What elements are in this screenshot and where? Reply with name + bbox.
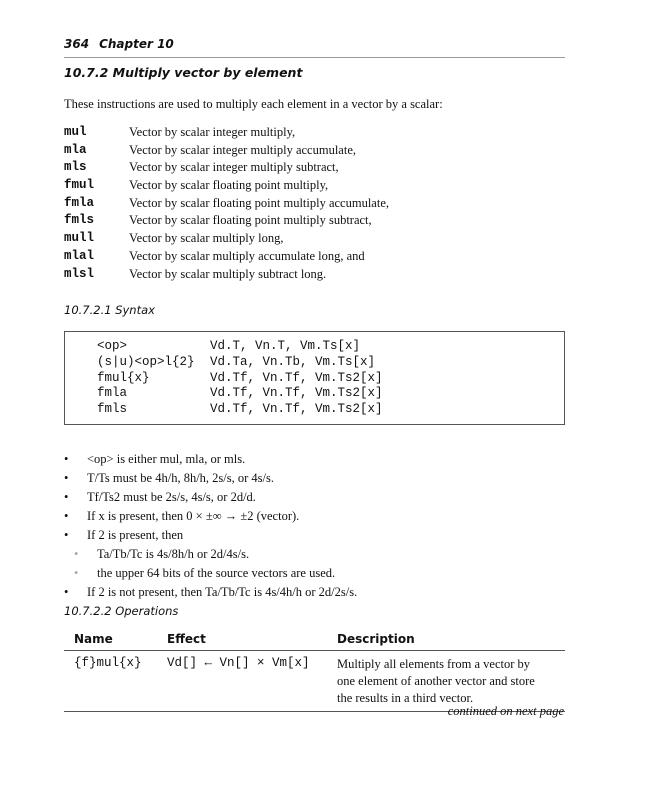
bullet-list: [64, 452, 357, 604]
bullet-icon: •: [64, 490, 69, 504]
syntax-line: [97, 402, 383, 418]
syntax-line: [97, 339, 383, 355]
syntax-title: 10.7.2.1 Syntax: [64, 303, 155, 317]
instruction-item: [64, 196, 389, 214]
section-title: 10.7.2 Multiply vector by element: [64, 65, 303, 80]
bullet-icon: •: [64, 528, 69, 542]
header-rule: [64, 57, 565, 58]
syntax-form: fmls: [97, 402, 128, 417]
syntax-form: fmul{x}: [97, 370, 150, 385]
table-row: [64, 651, 565, 712]
syntax-operands: Vd.T, Vn.T, Vm.Ts[x]: [210, 339, 361, 353]
instruction-mnemonic: mla: [64, 142, 87, 157]
operations-title: 10.7.2.2 Operations: [64, 604, 179, 618]
bullet-text: Ta/Tb/Tc is 4s/8h/h or 2d/4s/s.: [97, 547, 250, 561]
bullet-item: [64, 490, 357, 509]
bullet-text: If x is present, then 0 × ±∞ → ±2 (vector).: [87, 509, 300, 523]
instruction-item: [64, 249, 389, 267]
operations-table: [64, 632, 565, 712]
chapter-label: Chapter 10: [99, 37, 174, 51]
header-effect: Effect: [167, 632, 206, 646]
page-number: 364: [64, 37, 90, 51]
instruction-description: Vector by scalar floating point multiply,: [129, 178, 329, 193]
syntax-code: [97, 339, 383, 418]
bullet-item: [64, 528, 357, 547]
syntax-box: [64, 331, 565, 425]
instruction-item: [64, 143, 389, 161]
continued-note: continued on next page: [447, 704, 564, 718]
syntax-operands: Vd.Ta, Vn.Tb, Vm.Ts[x]: [210, 354, 376, 369]
syntax-form: <op>: [97, 339, 128, 353]
cell-description: Multiply all elements from a vector by one element of another vector and store the results in a third vector.: [337, 657, 535, 705]
syntax-operands: Vd.Tf, Vn.Tf, Vm.Ts2[x]: [210, 386, 383, 401]
table-header: [64, 632, 565, 651]
instruction-mnemonic: mlal: [64, 248, 95, 263]
instruction-mnemonic: mlsl: [64, 266, 95, 281]
bullet-item: [64, 585, 357, 604]
bullet-icon: •: [64, 452, 69, 466]
bullet-icon: •: [64, 471, 69, 485]
instruction-description: Vector by scalar integer multiply subtract,: [129, 160, 339, 175]
cell-name: {f}mul{x}: [74, 656, 142, 670]
bullet-icon: •: [74, 547, 79, 561]
bullet-icon: •: [64, 585, 69, 599]
instruction-mnemonic: fmul: [64, 178, 95, 193]
bullet-text: T/Ts must be 4h/h, 8h/h, 2s/s, or 4s/s.: [87, 471, 274, 485]
syntax-form: (s|u)<op>l{2}: [97, 354, 195, 369]
bullet-text: the upper 64 bits of the source vectors are used.: [97, 566, 336, 580]
bullet-text: Tf/Ts2 must be 2s/s, 4s/s, or 2d/d.: [87, 490, 256, 504]
instruction-mnemonic: fmls: [64, 213, 95, 228]
bullet-item: [64, 471, 357, 490]
header-name: Name: [74, 632, 113, 646]
instruction-list: [64, 125, 389, 284]
bullet-item: [64, 452, 357, 471]
bullet-item: [64, 509, 357, 528]
bullet-icon: •: [64, 509, 69, 523]
instruction-mnemonic: mul: [64, 125, 87, 139]
instruction-item: [64, 125, 389, 143]
sub-bullet-item: [64, 547, 357, 566]
syntax-line: [97, 355, 383, 371]
syntax-line: [97, 371, 383, 387]
instruction-description: Vector by scalar multiply long,: [129, 231, 284, 246]
instruction-item: [64, 213, 389, 231]
bullet-text: If 2 is present, then: [87, 528, 184, 542]
instruction-item: [64, 178, 389, 196]
cell-effect: Vd[] ← Vn[] × Vm[x]: [167, 656, 310, 670]
instruction-description: Vector by scalar floating point multiply accumulate,: [129, 195, 389, 210]
bullet-icon: •: [74, 566, 79, 580]
instruction-item: [64, 160, 389, 178]
syntax-form: fmla: [97, 386, 128, 401]
syntax-operands: Vd.Tf, Vn.Tf, Vm.Ts2[x]: [210, 402, 383, 417]
instruction-description: Vector by scalar floating point multiply subtract,: [129, 213, 372, 228]
header-description: Description: [337, 632, 415, 646]
instruction-mnemonic: mls: [64, 160, 87, 175]
syntax-operands: Vd.Tf, Vn.Tf, Vm.Ts2[x]: [210, 370, 383, 385]
intro-text: These instructions are used to multiply each element in a vector by a scalar:: [64, 97, 443, 111]
instruction-description: Vector by scalar multiply subtract long.: [129, 266, 327, 281]
sub-bullet-item: [64, 566, 357, 585]
instruction-mnemonic: fmla: [64, 195, 95, 210]
instruction-description: Vector by scalar multiply accumulate long, and: [129, 248, 365, 263]
bullet-text: If 2 is not present, then Ta/Tb/Tc is 4s/4h/h or 2d/2s/s.: [87, 585, 358, 599]
page-header: [64, 37, 174, 51]
instruction-mnemonic: mull: [64, 231, 95, 246]
bullet-text: <op> is either mul, mla, or mls.: [87, 452, 246, 466]
syntax-line: [97, 386, 383, 402]
instruction-description: Vector by scalar integer multiply,: [129, 125, 296, 139]
instruction-item: [64, 267, 389, 285]
instruction-description: Vector by scalar integer multiply accumulate,: [129, 142, 356, 157]
instruction-item: [64, 231, 389, 249]
